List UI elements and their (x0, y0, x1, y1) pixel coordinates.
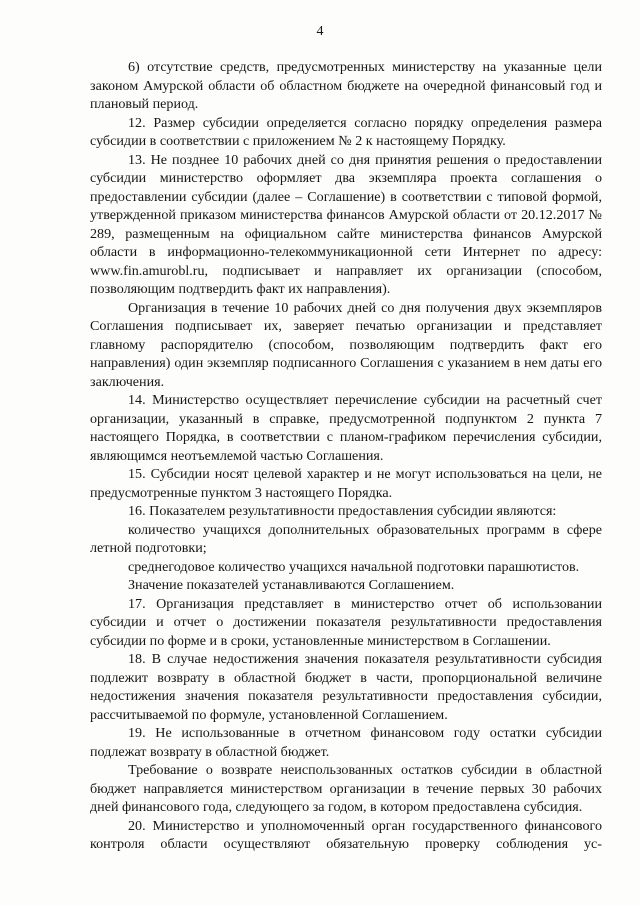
paragraph: 19. Не использованные в отчетном финансовом году остатки субсидии подлежат возврату в областной бюджет. (90, 725, 602, 760)
paragraph: 12. Размер субсидии определяется согласно порядку определения размера субсидии в соответствии с приложением № 2 к настоящему Порядку. (90, 114, 602, 149)
paragraph: 15. Субсидии носят целевой характер и не могут использоваться на цели, не предусмотренные пунктом 3 настоящего Порядка. (90, 466, 602, 501)
paragraph: 14. Министерство осуществляет перечисление субсидии на расчетный счет организации, указанный в справке, предусмотренной подпунктом 2 пункта 7 настоящего Порядка, в соответствии с планом-графиком перечисления субсидии, являющимся неотъемлемой частью Соглашения. (90, 392, 602, 464)
paragraph: 17. Организация представляет в министерство отчет об использовании субсидии и отчет о достижении показателя результативности предоставления субсидии по форме и в сроки, установленные министерством в Соглашении. (90, 595, 602, 649)
page-number: 4 (316, 24, 324, 39)
paragraph: 6) отсутствие средств, предусмотренных министерству на указанные цели законом Амурской области об областном бюджете на очередной финансовый год и плановый период. (90, 59, 602, 112)
paragraph: Организация в течение 10 рабочих дней со дня получения двух экземпляров Соглашения подписывает их, заверяет печатью организации и представляет главному распорядителю (способом, позволяющим подтвердить факт его направления) один экземпляр подписанного Соглашения с указанием в нем даты его заключения. (90, 299, 602, 390)
document-body (90, 58, 602, 854)
paragraph: 16. Показателем результативности предоставления субсидии являются: (128, 503, 557, 519)
paragraph: Значение показателей устанавливаются Соглашением. (128, 577, 455, 593)
paragraph: 20. Министерство и уполномоченный орган государственного финансового контроля области осуществляют обязательную проверку соблюдения ус- (90, 817, 602, 852)
paragraph: количество учащихся дополнительных образовательных программ в сфере летной подготовки; (90, 521, 602, 556)
paragraph: Требование о возврате неиспользованных остатков субсидии в областной бюджет направляется министерством организации в течение первых 30 рабочих дней финансового года, следующего за годом, в котором предоставлена субсидия. (90, 762, 602, 815)
paragraph: 13. Не позднее 10 рабочих дней со дня принятия решения о предоставлении субсидии министерство оформляет два экземпляра проекта соглашения о предоставлении субсидии (далее – Соглашение) в соответствии с типовой формой, утвержденной приказом министерства финансов Амурской области от 20.12.2017 № 289, размещенным на официальном сайте министерства финансов Амурской области в информационно-телекоммуникационной сети Интернет по адресу: www.fin.amurobl.ru, подписывает и направляет их организации (способом, позволяющим подтвердить факт их направления). (90, 151, 602, 297)
paragraph: среднегодовое количество учащихся начальной подготовки парашютистов. (128, 558, 580, 575)
paragraph: 18. В случае недостижения значения показателя результативности субсидия подлежит возврату в областной бюджет в части, пропорциональной величине недостижения значения показателя результативности предоставления субсидии, рассчитываемой по формуле, установленной Соглашением. (90, 651, 602, 723)
